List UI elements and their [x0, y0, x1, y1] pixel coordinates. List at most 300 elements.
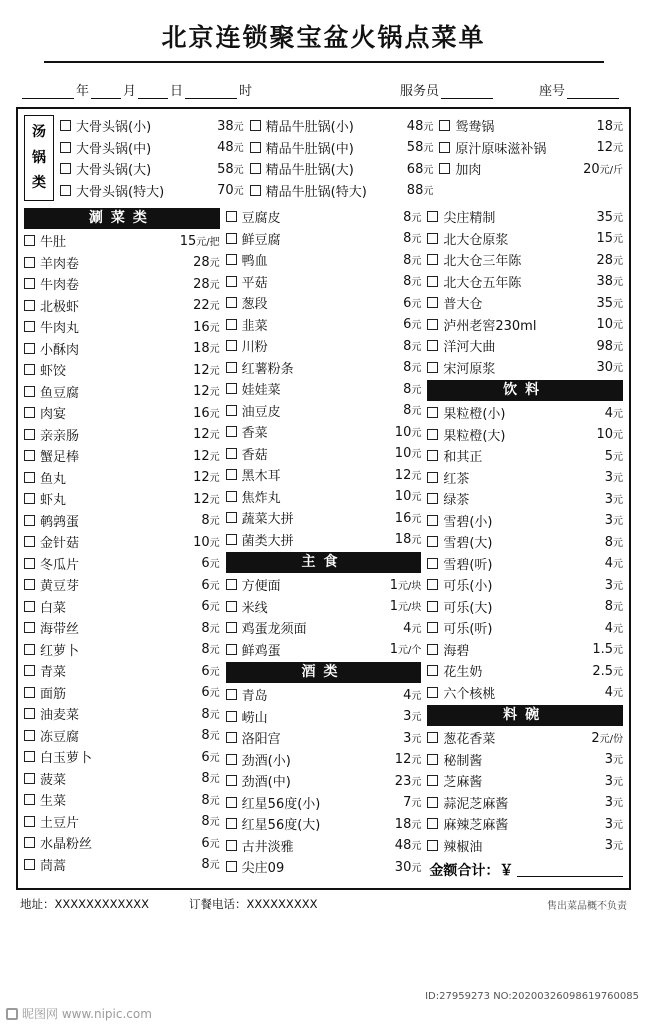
checkbox-icon[interactable]: [24, 235, 35, 246]
menu-item-row[interactable]: [226, 792, 422, 814]
menu-item-row[interactable]: [226, 813, 422, 835]
menu-item-price: [407, 139, 434, 155]
checkbox-icon[interactable]: [24, 773, 35, 784]
menu-item-name: 可乐(听): [443, 622, 493, 638]
checkbox-icon[interactable]: [24, 751, 35, 762]
price-unit: 元: [613, 537, 624, 549]
price-unit: 元: [613, 121, 624, 133]
price-value: 16: [193, 319, 210, 335]
menu-item-row[interactable]: [427, 314, 623, 336]
price-value: 8: [201, 620, 210, 636]
menu-item-row[interactable]: [24, 359, 220, 381]
checkbox-icon[interactable]: [427, 775, 438, 786]
checkbox-icon[interactable]: [226, 340, 237, 351]
checkbox-icon[interactable]: [226, 732, 237, 743]
menu-item-name: 宋河原浆: [443, 361, 496, 377]
menu-item-row[interactable]: [60, 137, 244, 159]
day-label: 日: [170, 84, 184, 99]
price-value: 8: [403, 231, 412, 247]
menu-item-row[interactable]: [24, 531, 220, 553]
menu-item-row[interactable]: [24, 553, 220, 575]
checkbox-icon[interactable]: [226, 448, 237, 459]
price-unit: 元: [209, 279, 220, 291]
price-value: 8: [201, 792, 210, 808]
checkbox-icon[interactable]: [427, 754, 438, 765]
price-unit: 元: [209, 430, 220, 442]
menu-item-price: [201, 577, 219, 593]
price-unit: 元/斤: [599, 164, 624, 176]
menu-item-row[interactable]: [60, 115, 244, 137]
checkbox-icon[interactable]: [24, 343, 35, 354]
checkbox-icon[interactable]: [24, 321, 35, 332]
price-value: 3: [604, 795, 614, 811]
checkbox-icon[interactable]: [427, 407, 438, 418]
checkbox-icon[interactable]: [226, 211, 237, 222]
menu-item-row[interactable]: [427, 574, 623, 596]
order-staff-fields: [398, 80, 625, 99]
checkbox-icon[interactable]: [226, 469, 237, 480]
menu-item-row[interactable]: [226, 486, 422, 508]
price-value: 35: [596, 209, 614, 225]
menu-item-name: 川粉: [241, 340, 268, 356]
menu-item-price: [201, 856, 219, 872]
menu-item-name: 鸡蛋龙须面: [241, 622, 307, 638]
section-header-liaowan: 料碗: [427, 705, 623, 726]
hour-input[interactable]: [185, 98, 237, 99]
price-unit: 元: [613, 363, 624, 375]
price-value: 1: [389, 642, 398, 658]
checkbox-icon[interactable]: [427, 276, 438, 287]
checkbox-icon[interactable]: [226, 319, 237, 330]
price-unit: 元: [423, 186, 434, 198]
menu-item-name: 青岛: [241, 689, 268, 705]
checkbox-icon[interactable]: [427, 622, 438, 633]
menu-item-row[interactable]: [24, 424, 220, 446]
waiter-input[interactable]: [441, 98, 493, 99]
checkbox-icon[interactable]: [24, 579, 35, 590]
menu-item-row[interactable]: [427, 402, 623, 424]
checkbox-icon[interactable]: [226, 534, 237, 545]
menu-item-row[interactable]: [24, 832, 220, 854]
year-input[interactable]: [22, 98, 74, 99]
menu-item-row[interactable]: [24, 230, 220, 252]
menu-item-row[interactable]: [226, 292, 422, 314]
menu-item-row[interactable]: [24, 854, 220, 876]
menu-item-price: [403, 359, 421, 375]
menu-item-row[interactable]: [427, 357, 623, 379]
menu-item-row[interactable]: [24, 252, 220, 274]
checkbox-icon[interactable]: [226, 775, 237, 786]
checkbox-icon[interactable]: [427, 211, 438, 222]
checkbox-icon[interactable]: [24, 493, 35, 504]
checkbox-icon[interactable]: [226, 818, 237, 829]
price-value: 12: [193, 362, 210, 378]
menu-item-row[interactable]: [24, 746, 220, 768]
price-value: 18: [394, 816, 412, 832]
section-header-zhushi: 主食: [226, 552, 422, 573]
menu-item-row[interactable]: [226, 639, 422, 661]
price-unit: 元: [411, 841, 422, 853]
menu-item-row[interactable]: [24, 574, 220, 596]
price-value: 6: [201, 685, 210, 701]
menu-item-row[interactable]: [24, 316, 220, 338]
price-value: 12: [394, 752, 412, 768]
checkbox-icon[interactable]: [427, 429, 438, 440]
price-unit: 元: [209, 688, 220, 700]
checkbox-icon[interactable]: [24, 386, 35, 397]
menu-item-row[interactable]: [427, 792, 623, 814]
checkbox-icon[interactable]: [427, 840, 438, 851]
checkbox-icon[interactable]: [24, 558, 35, 569]
menu-item-row[interactable]: [226, 684, 422, 706]
price-unit: 元/把: [196, 236, 220, 248]
menu-item-row[interactable]: [24, 445, 220, 467]
price-value: 7: [403, 795, 412, 811]
menu-item-name: 茼蒿: [40, 858, 67, 874]
menu-item-row[interactable]: [226, 770, 422, 792]
price-unit: 元: [411, 776, 422, 788]
price-unit: 元: [209, 516, 220, 528]
order-info-row: [0, 63, 647, 99]
price-unit: 元: [411, 690, 422, 702]
checkbox-icon[interactable]: [427, 340, 438, 351]
checkbox-icon[interactable]: [226, 754, 237, 765]
menu-item-row[interactable]: [24, 660, 220, 682]
checkbox-icon[interactable]: [24, 816, 35, 827]
checkbox-icon[interactable]: [427, 732, 438, 743]
checkbox-icon[interactable]: [226, 644, 237, 655]
checkbox-icon[interactable]: [60, 142, 71, 153]
menu-item-row[interactable]: [226, 206, 422, 228]
menu-item-row[interactable]: [24, 273, 220, 295]
menu-item-price: [193, 491, 220, 507]
checkbox-icon[interactable]: [24, 730, 35, 741]
price-unit: 元: [411, 255, 422, 267]
menu-item-price: [596, 139, 623, 155]
menu-item-row[interactable]: [226, 727, 422, 749]
checkbox-icon[interactable]: [226, 233, 237, 244]
menu-item-row[interactable]: [24, 789, 220, 811]
menu-item-row[interactable]: [427, 292, 623, 314]
menu-item-row[interactable]: [439, 158, 623, 180]
checkbox-icon[interactable]: [24, 601, 35, 612]
menu-item-row[interactable]: [226, 400, 422, 422]
checkbox-icon[interactable]: [226, 383, 237, 394]
menu-item-row[interactable]: [24, 617, 220, 639]
menu-item-row[interactable]: [427, 639, 623, 661]
checkbox-icon[interactable]: [439, 163, 450, 174]
menu-item-row[interactable]: [24, 703, 220, 725]
checkbox-icon[interactable]: [24, 687, 35, 698]
price-value: 12: [193, 470, 210, 486]
menu-item-row[interactable]: [427, 510, 623, 532]
menu-item-row[interactable]: [24, 467, 220, 489]
checkbox-icon[interactable]: [226, 254, 237, 265]
menu-item-price: [403, 338, 421, 354]
menu-item-row[interactable]: [24, 639, 220, 661]
menu-item-row[interactable]: [24, 488, 220, 510]
checkbox-icon[interactable]: [427, 297, 438, 308]
checkbox-icon[interactable]: [60, 185, 71, 196]
menu-item-row[interactable]: [226, 335, 422, 357]
menu-item-row[interactable]: [226, 856, 422, 878]
menu-item-row[interactable]: [24, 381, 220, 403]
menu-item-row[interactable]: [250, 158, 434, 180]
menu-item-row[interactable]: [226, 228, 422, 250]
menu-item-row[interactable]: [226, 507, 422, 529]
menu-item-row[interactable]: [226, 574, 422, 596]
menu-item-price: [605, 577, 623, 593]
menu-item-row[interactable]: [427, 467, 623, 489]
checkbox-icon[interactable]: [60, 163, 71, 174]
menu-item-row[interactable]: [226, 596, 422, 618]
checkbox-icon[interactable]: [439, 120, 450, 131]
menu-item-row[interactable]: [439, 115, 623, 137]
menu-item-price: [201, 663, 219, 679]
menu-item-row[interactable]: [250, 115, 434, 137]
checkbox-icon[interactable]: [24, 364, 35, 375]
menu-item-row[interactable]: [24, 596, 220, 618]
checkbox-icon[interactable]: [427, 233, 438, 244]
checkbox-icon[interactable]: [24, 622, 35, 633]
checkbox-icon[interactable]: [226, 861, 237, 872]
menu-item-row[interactable]: [24, 768, 220, 790]
menu-item-row[interactable]: [226, 271, 422, 293]
menu-item-row[interactable]: [427, 617, 623, 639]
menu-item-name: 鲜鸡蛋: [241, 643, 281, 659]
checkbox-icon[interactable]: [24, 278, 35, 289]
checkbox-icon[interactable]: [226, 622, 237, 633]
menu-item-name: 精品牛肚锅(特大): [265, 184, 367, 200]
menu-item-name: 雪碧(听): [443, 557, 493, 573]
menu-item-row[interactable]: [226, 357, 422, 379]
menu-item-name: 北大仓三年陈: [443, 254, 522, 270]
total-input[interactable]: [517, 863, 623, 877]
menu-item-row[interactable]: [24, 510, 220, 532]
checkbox-icon[interactable]: [226, 426, 237, 437]
checkbox-icon[interactable]: [24, 859, 35, 870]
seat-input[interactable]: [567, 98, 619, 99]
checkbox-icon[interactable]: [427, 472, 438, 483]
menu-item-name: 大骨头锅(特大): [76, 184, 165, 200]
checkbox-icon[interactable]: [439, 142, 450, 153]
checkbox-icon[interactable]: [226, 405, 237, 416]
menu-item-price: [605, 405, 623, 421]
checkbox-icon[interactable]: [427, 450, 438, 461]
menu-column-right: [427, 206, 623, 882]
menu-item-row[interactable]: [427, 488, 623, 510]
menu-item-price: [596, 295, 623, 311]
checkbox-icon[interactable]: [226, 711, 237, 722]
menu-item-row[interactable]: [427, 682, 623, 704]
price-value: 30: [596, 360, 614, 376]
checkbox-icon[interactable]: [427, 515, 438, 526]
menu-item-row[interactable]: [427, 335, 623, 357]
menu-item-row[interactable]: [427, 249, 623, 271]
price-value: 18: [596, 118, 614, 134]
menu-item-row[interactable]: [24, 402, 220, 424]
menu-item-row[interactable]: [427, 206, 623, 228]
menu-item-row[interactable]: [439, 137, 623, 159]
menu-item-row[interactable]: [226, 443, 422, 465]
menu-item-name: 精品牛肚锅(大): [265, 163, 354, 179]
price-unit: 元: [411, 492, 422, 504]
checkbox-icon[interactable]: [427, 362, 438, 373]
menu-item-name: 红萝卜: [40, 643, 80, 659]
menu-item-price: [201, 770, 219, 786]
menu-item-price: [583, 161, 623, 177]
checkbox-icon[interactable]: [24, 450, 35, 461]
menu-item-row[interactable]: [226, 249, 422, 271]
price-value: 3: [604, 577, 614, 593]
checkbox-icon[interactable]: [226, 797, 237, 808]
price-value: 3: [604, 513, 614, 529]
menu-item-price: [201, 813, 219, 829]
menu-item-row[interactable]: [226, 617, 422, 639]
menu-item-row[interactable]: [427, 228, 623, 250]
checkbox-icon[interactable]: [24, 407, 35, 418]
checkbox-icon[interactable]: [24, 794, 35, 805]
menu-item-row[interactable]: [226, 835, 422, 857]
menu-item-row[interactable]: [427, 749, 623, 771]
menu-item-row[interactable]: [60, 180, 244, 202]
checkbox-icon[interactable]: [427, 319, 438, 330]
price-value: 6: [201, 663, 210, 679]
day-input[interactable]: [138, 98, 168, 99]
price-unit: 元: [209, 494, 220, 506]
month-input[interactable]: [91, 98, 121, 99]
menu-item-row[interactable]: [226, 378, 422, 400]
price-value: 8: [403, 403, 412, 419]
checkbox-icon[interactable]: [24, 665, 35, 676]
price-unit: 元: [613, 755, 624, 767]
checkbox-icon[interactable]: [24, 472, 35, 483]
checkbox-icon[interactable]: [250, 142, 261, 153]
menu-item-row[interactable]: [427, 531, 623, 553]
checkbox-icon[interactable]: [427, 644, 438, 655]
checkbox-icon[interactable]: [226, 297, 237, 308]
price-value: 3: [604, 491, 614, 507]
menu-item-row[interactable]: [250, 137, 434, 159]
checkbox-icon[interactable]: [250, 185, 261, 196]
price-value: 8: [201, 706, 210, 722]
price-unit: 元/块: [397, 602, 422, 614]
menu-item-row[interactable]: [24, 725, 220, 747]
menu-item-name: 豆腐皮: [241, 211, 281, 227]
price-value: 3: [604, 838, 614, 854]
menu-item-row[interactable]: [427, 424, 623, 446]
checkbox-icon[interactable]: [226, 601, 237, 612]
menu-item-price: [395, 510, 422, 526]
menu-item-row[interactable]: [60, 158, 244, 180]
checkbox-icon[interactable]: [24, 837, 35, 848]
price-value: 70: [217, 183, 234, 199]
menu-item-row[interactable]: [427, 445, 623, 467]
menu-item-price: [596, 252, 623, 268]
price-value: 6: [403, 295, 412, 311]
checkbox-icon[interactable]: [24, 300, 35, 311]
checkbox-icon[interactable]: [226, 276, 237, 287]
menu-item-name: 牛肉卷: [40, 278, 80, 294]
menu-item-row[interactable]: [226, 706, 422, 728]
checkbox-icon[interactable]: [427, 797, 438, 808]
menu-item-row[interactable]: [226, 421, 422, 443]
price-unit: 元: [411, 733, 422, 745]
checkbox-icon[interactable]: [24, 515, 35, 526]
menu-item-name: 米线: [241, 600, 268, 616]
price-unit: 元: [411, 341, 422, 353]
checkbox-icon[interactable]: [24, 644, 35, 655]
checkbox-icon[interactable]: [226, 491, 237, 502]
checkbox-icon[interactable]: [60, 120, 71, 131]
menu-item-row[interactable]: [427, 596, 623, 618]
price-value: 23: [394, 773, 412, 789]
price-value: 4: [403, 620, 412, 636]
checkbox-icon[interactable]: [427, 558, 438, 569]
menu-item-row[interactable]: [24, 295, 220, 317]
menu-item-price: [403, 794, 421, 810]
menu-item-row[interactable]: [24, 811, 220, 833]
menu-item-row[interactable]: [427, 770, 623, 792]
price-value: 28: [193, 276, 210, 292]
price-value: 3: [604, 470, 614, 486]
menu-item-name: 蟹足棒: [40, 450, 80, 466]
menu-item-row[interactable]: [226, 529, 422, 551]
menu-item-name: 青菜: [40, 665, 67, 681]
menu-item-row[interactable]: [24, 682, 220, 704]
menu-item-row[interactable]: [226, 314, 422, 336]
menu-item-row[interactable]: [427, 835, 623, 857]
checkbox-icon[interactable]: [250, 120, 261, 131]
menu-item-row[interactable]: [24, 338, 220, 360]
checkbox-icon[interactable]: [226, 362, 237, 373]
checkbox-icon[interactable]: [226, 579, 237, 590]
checkbox-icon[interactable]: [24, 536, 35, 547]
checkbox-icon[interactable]: [427, 579, 438, 590]
menu-item-row[interactable]: [427, 813, 623, 835]
checkbox-icon[interactable]: [427, 687, 438, 698]
price-value: 6: [201, 749, 210, 765]
menu-item-price: [395, 773, 422, 789]
menu-item-row[interactable]: [427, 271, 623, 293]
checkbox-icon[interactable]: [427, 601, 438, 612]
checkbox-icon[interactable]: [24, 257, 35, 268]
checkbox-icon[interactable]: [427, 493, 438, 504]
menu-item-price: [390, 577, 422, 593]
checkbox-icon[interactable]: [250, 163, 261, 174]
checkbox-icon[interactable]: [427, 536, 438, 547]
menu-item-row[interactable]: [427, 727, 623, 749]
checkbox-icon[interactable]: [226, 689, 237, 700]
checkbox-icon[interactable]: [427, 665, 438, 676]
menu-item-price: [193, 405, 220, 421]
menu-item-price: [596, 359, 623, 375]
checkbox-icon[interactable]: [24, 429, 35, 440]
menu-item-row[interactable]: [427, 553, 623, 575]
checkbox-icon[interactable]: [427, 818, 438, 829]
menu-item-row[interactable]: [226, 749, 422, 771]
menu-item-row[interactable]: [226, 464, 422, 486]
menu-item-row[interactable]: [250, 180, 434, 202]
checkbox-icon[interactable]: [226, 512, 237, 523]
checkbox-icon[interactable]: [226, 840, 237, 851]
checkbox-icon[interactable]: [24, 708, 35, 719]
price-unit: 元: [613, 234, 624, 246]
price-value: 12: [596, 140, 614, 156]
checkbox-icon[interactable]: [427, 254, 438, 265]
menu-item-row[interactable]: [427, 660, 623, 682]
menu-item-price: [193, 426, 220, 442]
